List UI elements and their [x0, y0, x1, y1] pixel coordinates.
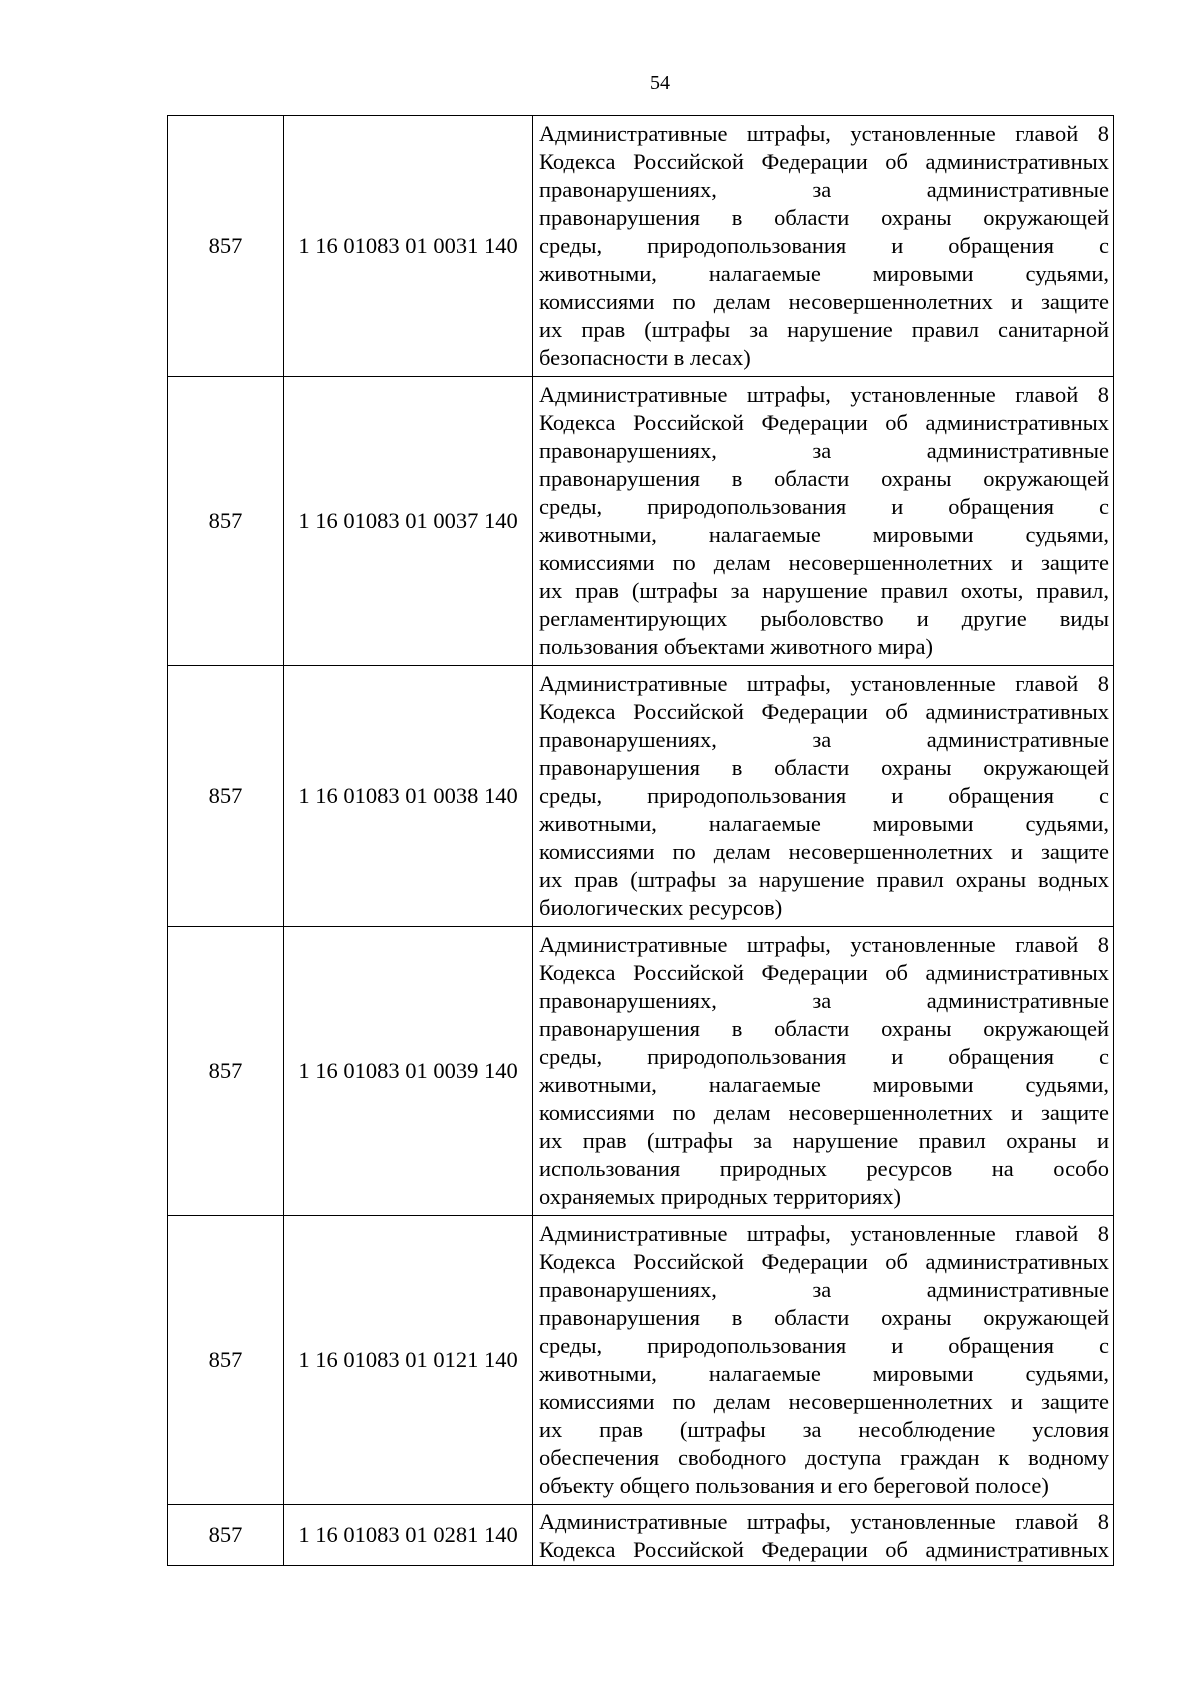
budget-classification-code-cell: 1 16 01083 01 0121 140 — [284, 1216, 533, 1505]
agency-code-cell: 857 — [168, 927, 284, 1216]
description-line: правонарушения в области охраны окружающей — [539, 1016, 1109, 1041]
table-row — [168, 116, 1114, 377]
revenue-description-cell — [533, 1216, 1114, 1505]
description-line: Кодекса Российской Федерации об административных — [539, 149, 1109, 174]
budget-classification-code-cell: 1 16 01083 01 0031 140 — [284, 116, 533, 377]
description-line: Кодекса Российской Федерации об административных — [539, 410, 1109, 435]
description-line: их прав (штрафы за нарушение правил охраны водных — [539, 867, 1109, 892]
budget-classification-code-cell: 1 16 01083 01 0038 140 — [284, 666, 533, 927]
description-line: пользования объектами животного мира) — [539, 634, 933, 659]
revenue-description-cell — [533, 927, 1114, 1216]
budget-classification-code-cell: 1 16 01083 01 0037 140 — [284, 377, 533, 666]
description-line: правонарушениях, за административные — [539, 1277, 1109, 1302]
description-line: правонарушениях, за административные — [539, 177, 1109, 202]
revenue-description-cell — [533, 377, 1114, 666]
table-row — [168, 1216, 1114, 1505]
description-line: животными, налагаемые мировыми судьями, — [539, 811, 1109, 836]
description-line: их прав (штрафы за нарушение правил санитарной — [539, 317, 1109, 342]
description-line: безопасности в лесах) — [539, 345, 751, 370]
description-line: правонарушения в области охраны окружающей — [539, 205, 1109, 230]
revenue-description-cell — [533, 1505, 1114, 1566]
table-row — [168, 1505, 1114, 1566]
description-line: правонарушениях, за административные — [539, 438, 1109, 463]
description-line: Кодекса Российской Федерации об административных — [539, 1537, 1109, 1562]
description-line: правонарушения в области охраны окружающей — [539, 1305, 1109, 1330]
table-row — [168, 666, 1114, 927]
description-line: среды, природопользования и обращения с — [539, 233, 1109, 258]
table-row — [168, 927, 1114, 1216]
revenue-description-cell — [533, 666, 1114, 927]
description-line: среды, природопользования и обращения с — [539, 783, 1109, 808]
description-line: комиссиями по делам несовершеннолетних и защите — [539, 289, 1109, 314]
description-line: среды, природопользования и обращения с — [539, 1333, 1109, 1358]
description-line: правонарушениях, за административные — [539, 727, 1109, 752]
description-line: правонарушения в области охраны окружающей — [539, 755, 1109, 780]
page-number: 54 — [650, 72, 670, 94]
description-line: Административные штрафы, установленные главой 8 — [539, 382, 1109, 407]
description-line: Административные штрафы, установленные главой 8 — [539, 932, 1109, 957]
description-line: Кодекса Российской Федерации об административных — [539, 699, 1109, 724]
agency-code-cell: 857 — [168, 1505, 284, 1566]
description-line: их прав (штрафы за несоблюдение условия — [539, 1417, 1109, 1442]
budget-codes-table — [167, 115, 1114, 1566]
description-line: комиссиями по делам несовершеннолетних и защите — [539, 1100, 1109, 1125]
agency-code-cell: 857 — [168, 1216, 284, 1505]
description-line: их прав (штрафы за нарушение правил охраны и — [539, 1128, 1109, 1153]
description-line: среды, природопользования и обращения с — [539, 494, 1109, 519]
description-line: правонарушениях, за административные — [539, 988, 1109, 1013]
budget-classification-code-cell: 1 16 01083 01 0281 140 — [284, 1505, 533, 1566]
description-line: среды, природопользования и обращения с — [539, 1044, 1109, 1069]
description-line: Административные штрафы, установленные главой 8 — [539, 1221, 1109, 1246]
description-line: их прав (штрафы за нарушение правил охоты, правил, — [539, 578, 1109, 603]
description-line: Кодекса Российской Федерации об административных — [539, 1249, 1109, 1274]
description-line: Административные штрафы, установленные главой 8 — [539, 1509, 1109, 1534]
description-line: комиссиями по делам несовершеннолетних и защите — [539, 839, 1109, 864]
table-row — [168, 377, 1114, 666]
description-line: Административные штрафы, установленные главой 8 — [539, 671, 1109, 696]
description-line: Кодекса Российской Федерации об административных — [539, 960, 1109, 985]
description-line: комиссиями по делам несовершеннолетних и защите — [539, 1389, 1109, 1414]
description-line: животными, налагаемые мировыми судьями, — [539, 1072, 1109, 1097]
description-line: объекту общего пользования и его береговой полосе) — [539, 1473, 1049, 1498]
description-line: Административные штрафы, установленные главой 8 — [539, 121, 1109, 146]
description-line: биологических ресурсов) — [539, 895, 783, 920]
description-line: животными, налагаемые мировыми судьями, — [539, 522, 1109, 547]
description-line: охраняемых природных территориях) — [539, 1184, 901, 1209]
agency-code-cell: 857 — [168, 666, 284, 927]
agency-code-cell: 857 — [168, 116, 284, 377]
revenue-description-cell — [533, 116, 1114, 377]
description-line: животными, налагаемые мировыми судьями, — [539, 261, 1109, 286]
description-line: животными, налагаемые мировыми судьями, — [539, 1361, 1109, 1386]
description-line: использования природных ресурсов на особо — [539, 1156, 1109, 1181]
description-line: регламентирующих рыболовство и другие виды — [539, 606, 1109, 631]
description-line: обеспечения свободного доступа граждан к водному — [539, 1445, 1109, 1470]
budget-classification-code-cell: 1 16 01083 01 0039 140 — [284, 927, 533, 1216]
description-line: правонарушения в области охраны окружающей — [539, 466, 1109, 491]
description-line: комиссиями по делам несовершеннолетних и защите — [539, 550, 1109, 575]
agency-code-cell: 857 — [168, 377, 284, 666]
table-body — [168, 116, 1114, 1566]
